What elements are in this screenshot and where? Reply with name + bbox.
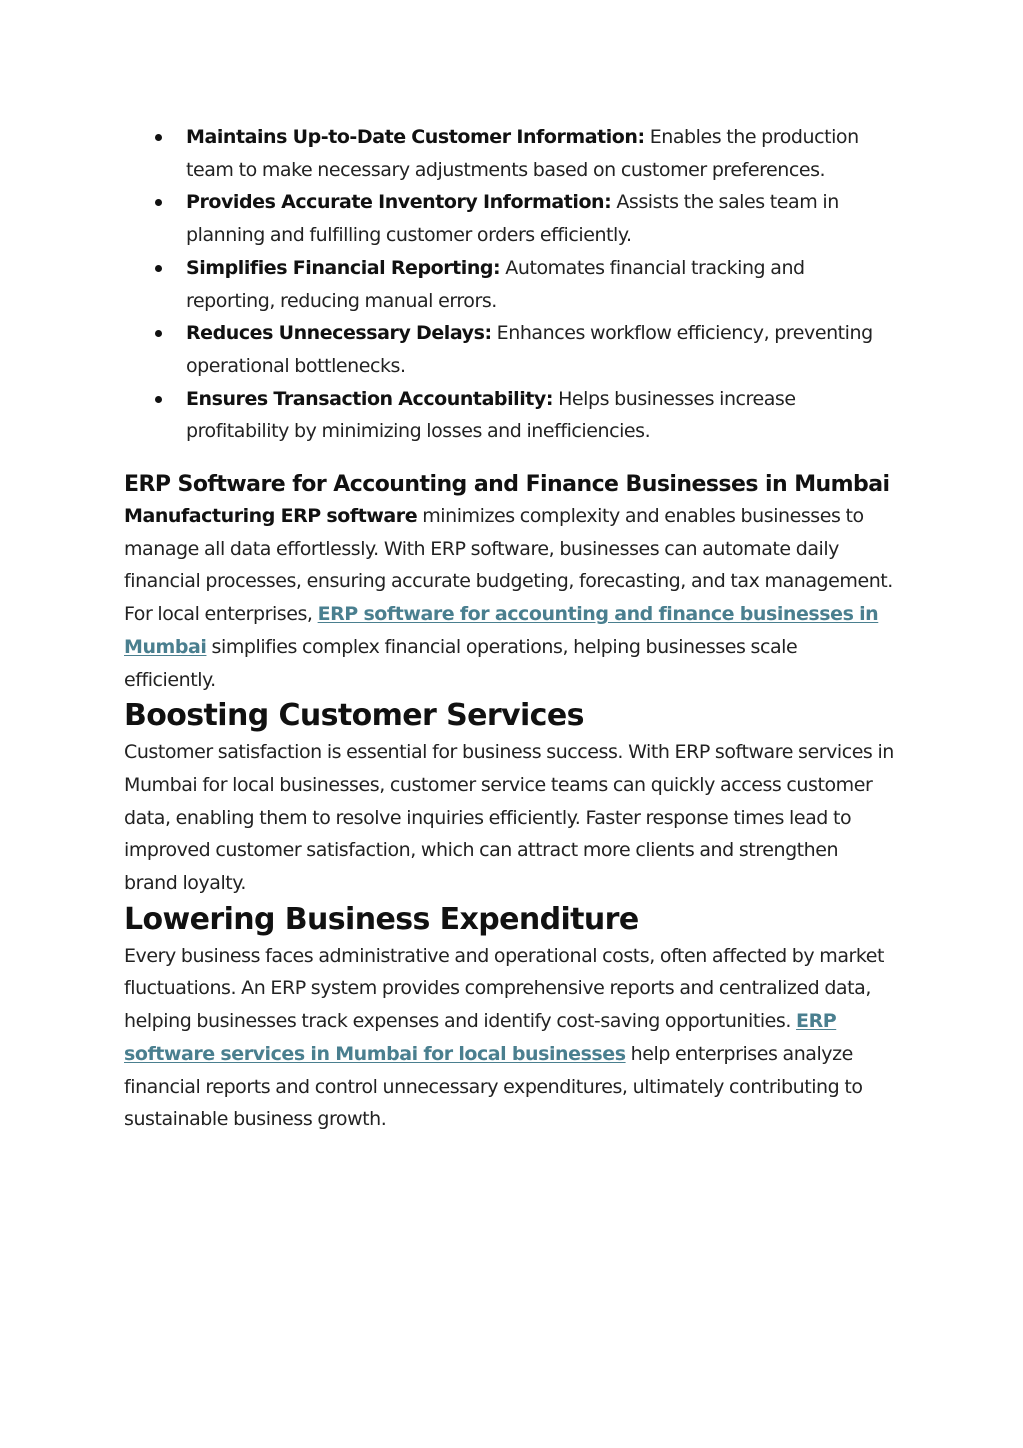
list-item-text: Automates financial tracking and reporting, reducing manual errors. — [186, 256, 805, 312]
list-item-text: Helps businesses increase profitability by minimizing losses and inefficiencies. — [186, 387, 796, 443]
list-item-title: Provides Accurate Inventory Information: — [186, 191, 612, 214]
lead-bold-text: Manufacturing ERP software — [124, 505, 418, 528]
paragraph-text: minimizes complexity and enables businesses to manage all data effortlessly. With ERP software, businesses can automate daily financial processes, ensuring accurate budgeting, forecasting, and tax management. For local enterprises, — [124, 505, 893, 626]
document-page — [124, 121, 894, 1136]
list-item-text: Enhances workflow efficiency, preventing operational bottlenecks. — [186, 322, 873, 377]
list-item-title: Maintains Up-to-Date Customer Information: — [186, 126, 645, 148]
expenditure-paragraph — [124, 940, 894, 1136]
accounting-section-heading: ERP Software for Accounting and Finance Businesses in Mumbai — [124, 472, 890, 498]
list-item — [124, 121, 894, 186]
list-item — [124, 383, 894, 448]
bullet-icon — [155, 330, 162, 337]
paragraph-text: help enterprises analyze financial reports and control unnecessary expenditures, ultimately contributing to sustainable business growth. — [124, 1042, 863, 1131]
list-item-text: Assists the sales team in planning and fulfilling customer orders efficiently. — [186, 191, 839, 247]
list-item — [124, 317, 894, 382]
expenditure-heading: Lowering Business Expenditure — [124, 901, 639, 937]
bullet-icon — [155, 134, 162, 141]
bullet-icon — [155, 199, 162, 206]
benefits-list — [124, 121, 894, 448]
customer-services-heading: Boosting Customer Services — [124, 698, 584, 734]
list-item — [124, 252, 894, 317]
customer-services-paragraph: Customer satisfaction is essential for business success. With ERP software services in Mumbai for local businesses, customer service teams can quickly access customer data, enabling them to resolve inquiries efficiently. Faster response times lead to improved customer satisfaction, which can attract more clients and strengthen brand loyalty. — [124, 741, 894, 895]
paragraph-text: Every business faces administrative and operational costs, often affected by market fluctuations. An ERP system provides comprehensive reports and centralized data, helping businesses track expenses and identify cost-saving opportunities. — [124, 944, 884, 1033]
list-item-text: Enables the production team to make necessary adjustments based on customer preferences. — [186, 126, 859, 181]
accounting-paragraph — [124, 500, 894, 696]
accounting-erp-link[interactable]: ERP software for accounting and finance businesses in Mumbai — [124, 603, 879, 658]
list-item-title: Reduces Unnecessary Delays: — [186, 322, 492, 345]
erp-services-link[interactable]: ERP software services in Mumbai for local businesses — [124, 1010, 837, 1065]
paragraph-text: simplifies complex financial operations, helping businesses scale efficiently. — [124, 635, 798, 691]
list-item-title: Ensures Transaction Accountability: — [186, 387, 553, 410]
bullet-icon — [155, 396, 162, 403]
list-item — [124, 186, 894, 251]
list-item-title: Simplifies Financial Reporting: — [186, 256, 501, 279]
bullet-icon — [155, 265, 162, 272]
